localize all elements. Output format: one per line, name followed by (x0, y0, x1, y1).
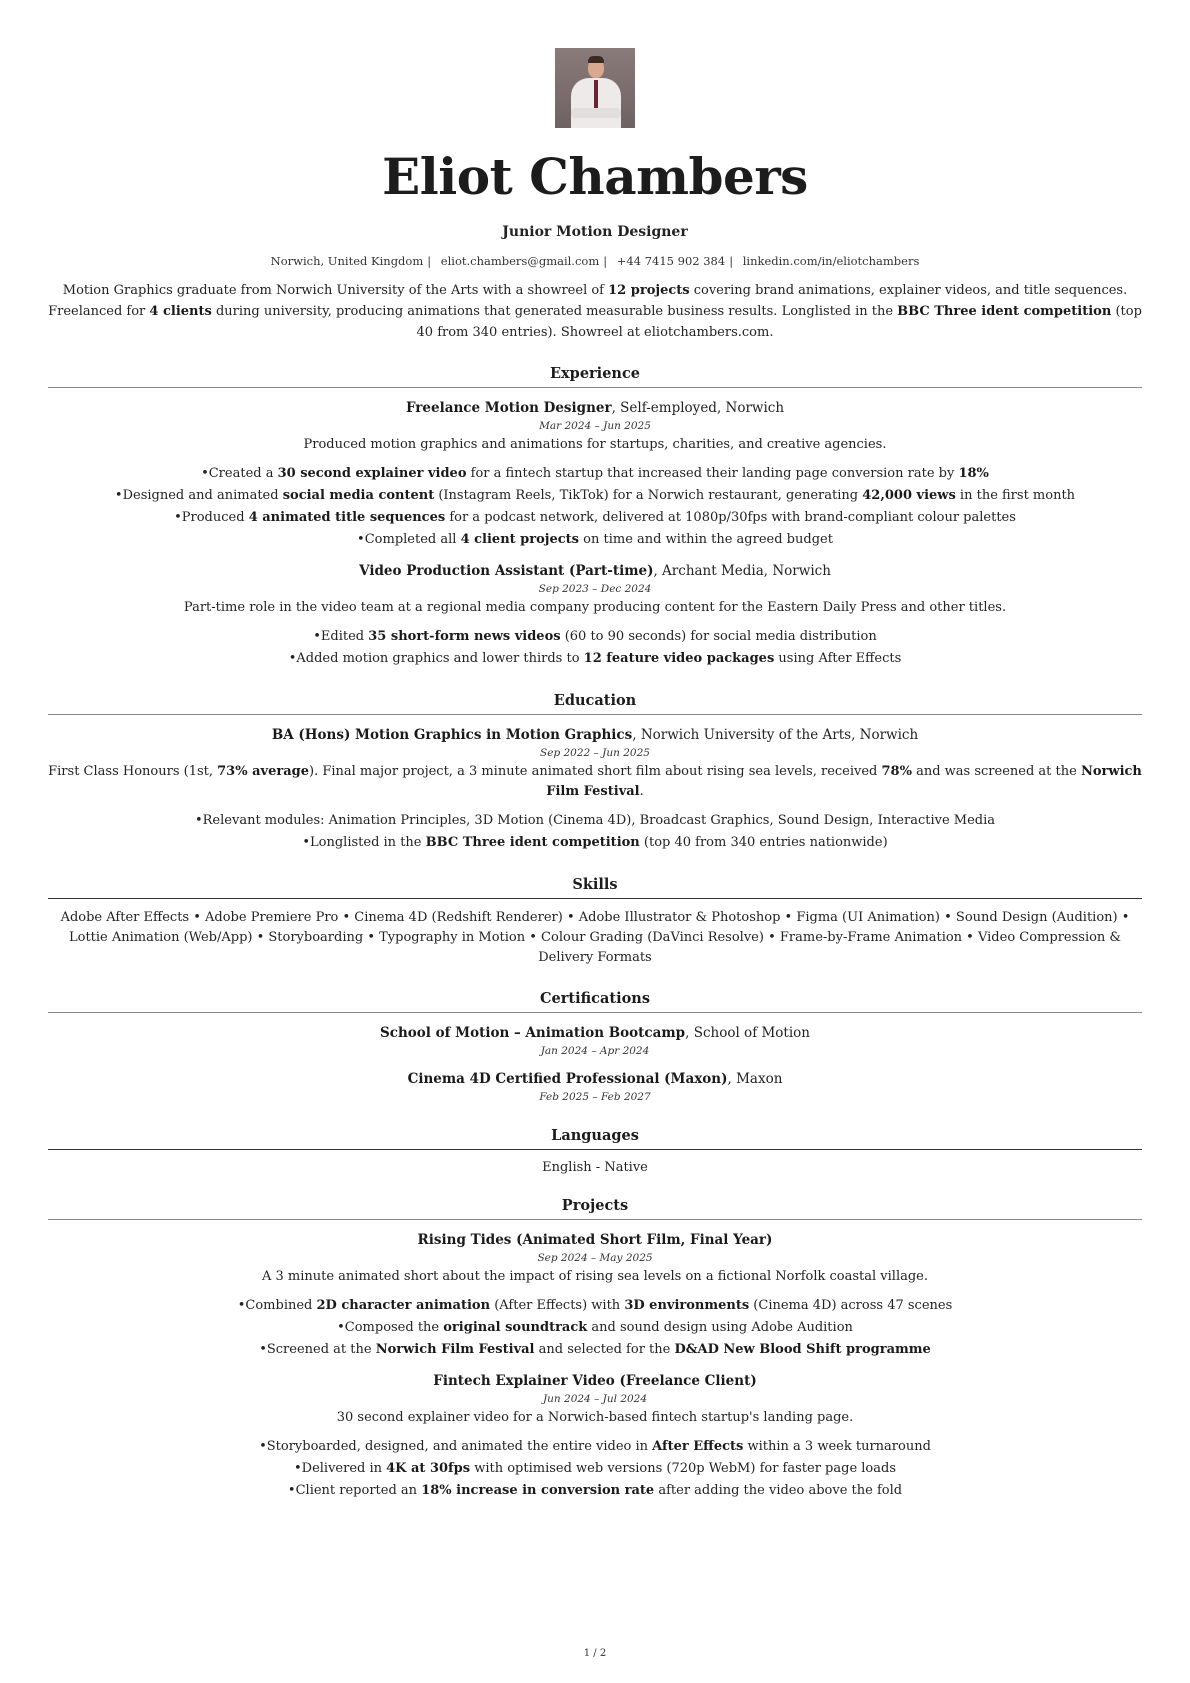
section-heading-skills: Skills (48, 876, 1142, 899)
certification-name: Cinema 4D Certified Professional (Maxon) (407, 1071, 728, 1087)
entry-date: Sep 2022 – Jun 2025 (540, 747, 650, 759)
bullet-item: • Created a 30 second explainer video for a fintech startup that increased their landing page conversion rate by 18% (48, 463, 1142, 485)
entry-heading (48, 399, 1142, 417)
project-name: Rising Tides (Animated Short Film, Final Year) (417, 1232, 773, 1248)
profile-photo (555, 48, 635, 128)
summary-paragraph: Motion Graphics graduate from Norwich University of the Arts with a showreel of 12 projects covering brand animations, explainer videos, and title sequences. Freelanced for 4 clients during university, producing animations that generated measurable business results. Longlisted in the BBC Three ident competition (top 40 from 340 entries). Showreel at eliotchambers.com. (48, 283, 1142, 340)
employer: , Self-employed, Norwich (611, 400, 785, 416)
entry-description: First Class Honours (1st, 73% average). Final major project, a 3 minute animated short film about rising sea levels, received 78% and was screened at the Norwich Film Festival. (48, 764, 1142, 799)
resume-page (48, 0, 1142, 1502)
section-heading-projects: Projects (48, 1197, 1142, 1220)
bullet-list (48, 1295, 1142, 1361)
role-title: Video Production Assistant (Part-time) (359, 563, 654, 579)
bullet-list (48, 810, 1142, 854)
education-entry (48, 726, 1142, 854)
entry-heading (48, 726, 1142, 744)
bullet-item: • Added motion graphics and lower thirds to 12 feature video packages using After Effects (48, 648, 1142, 670)
bullet-item: • Relevant modules: Animation Principles, 3D Motion (Cinema 4D), Broadcast Graphics, Sound Design, Interactive Media (48, 810, 1142, 832)
project-entry (48, 1372, 1142, 1502)
separator: | (729, 254, 734, 268)
entry-heading (48, 1231, 1142, 1249)
entry-date: Sep 2023 – Dec 2024 (538, 583, 652, 595)
entry-heading (48, 1024, 1142, 1042)
entry-heading (48, 1070, 1142, 1088)
certification-name: School of Motion – Animation Bootcamp (380, 1025, 686, 1041)
bullet-item: • Screened at the Norwich Film Festival and selected for the D&AD New Blood Shift programme (48, 1339, 1142, 1361)
bullet-item: • Edited 35 short-form news videos (60 to 90 seconds) for social media distribution (48, 626, 1142, 648)
contact-phone[interactable]: +44 7415 902 384 (616, 254, 726, 268)
experience-list (48, 399, 1142, 670)
contact-location: Norwich, United Kingdom (270, 254, 424, 268)
issuer: , School of Motion (685, 1025, 810, 1041)
separator: | (603, 254, 608, 268)
section-heading-education: Education (48, 692, 1142, 715)
entry-description: Produced motion graphics and animations for startups, charities, and creative agencies. (303, 437, 887, 452)
bullet-item: • Client reported an 18% increase in conversion rate after adding the video above the fold (48, 1480, 1142, 1502)
bullet-item: • Produced 4 animated title sequences for a podcast network, delivered at 1080p/30fps with brand-compliant colour palettes (48, 507, 1142, 529)
section-heading-experience: Experience (48, 365, 1142, 388)
entry-date: Jan 2024 – Apr 2024 (540, 1045, 650, 1057)
section-heading-certifications: Certifications (48, 990, 1142, 1013)
entry-date: Feb 2025 – Feb 2027 (539, 1091, 651, 1103)
entry-heading (48, 1372, 1142, 1390)
section-heading-languages: Languages (48, 1127, 1142, 1150)
entry-heading (48, 562, 1142, 580)
entry-date: Sep 2024 – May 2025 (537, 1252, 653, 1264)
bullet-list (48, 463, 1142, 551)
entry-description: Part-time role in the video team at a regional media company producing content for the Eastern Daily Press and other titles. (183, 600, 1007, 615)
degree-title: BA (Hons) Motion Graphics in Motion Graphics (271, 727, 633, 743)
experience-entry (48, 562, 1142, 670)
bullet-item: • Delivered in 4K at 30fps with optimised web versions (720p WebM) for faster page loads (48, 1458, 1142, 1480)
certification-entry (48, 1024, 1142, 1059)
language-item: English - Native (542, 1160, 648, 1175)
skills-list: Adobe After Effects • Adobe Premiere Pro • Cinema 4D (Redshift Renderer) • Adobe Illustrator & Photoshop • Figma (UI Animation) • Sound Design (Audition) • Lottie Animation (Web/App) • Storyboarding • Typography in Motion • Colour Grading (DaVinci Resolve) • Frame-by-Frame Animation • Video Compression & Delivery Formats (60, 910, 1130, 965)
contact-email[interactable]: eliot.chambers@gmail.com (440, 254, 600, 268)
entry-description: 30 second explainer video for a Norwich-based fintech startup's landing page. (336, 1410, 854, 1425)
contact-line (48, 254, 1142, 268)
candidate-name: Eliot Chambers (382, 147, 808, 206)
institution: , Norwich University of the Arts, Norwich (632, 727, 919, 743)
bullet-item: • Storyboarded, designed, and animated the entire video in After Effects within a 3 week turnaround (48, 1436, 1142, 1458)
role-title: Freelance Motion Designer (405, 400, 612, 416)
issuer: , Maxon (727, 1071, 783, 1087)
experience-entry (48, 399, 1142, 551)
project-name: Fintech Explainer Video (Freelance Client) (433, 1373, 757, 1389)
entry-date: Jun 2024 – Jul 2024 (542, 1393, 648, 1405)
bullet-item: • Designed and animated social media content (Instagram Reels, TikTok) for a Norwich restaurant, generating 42,000 views in the first month (48, 485, 1142, 507)
bullet-list (48, 626, 1142, 670)
page-number: 1 / 2 (583, 1648, 607, 1659)
entry-description: A 3 minute animated short about the impact of rising sea levels on a fictional Norfolk coastal village. (261, 1269, 929, 1284)
bullet-item: • Composed the original soundtrack and sound design using Adobe Audition (48, 1317, 1142, 1339)
certification-entry (48, 1070, 1142, 1105)
employer: , Archant Media, Norwich (653, 563, 831, 579)
project-entry (48, 1231, 1142, 1361)
bullet-item: • Combined 2D character animation (After Effects) with 3D environments (Cinema 4D) across 47 scenes (48, 1295, 1142, 1317)
bullet-list (48, 1436, 1142, 1502)
bullet-item: • Longlisted in the BBC Three ident competition (top 40 from 340 entries nationwide) (48, 832, 1142, 854)
contact-linkedin[interactable]: linkedin.com/in/eliotchambers (742, 254, 920, 268)
bullet-item: • Completed all 4 client projects on time and within the agreed budget (48, 529, 1142, 551)
job-title: Junior Motion Designer (502, 224, 688, 240)
entry-date: Mar 2024 – Jun 2025 (539, 420, 651, 432)
separator: | (427, 254, 432, 268)
